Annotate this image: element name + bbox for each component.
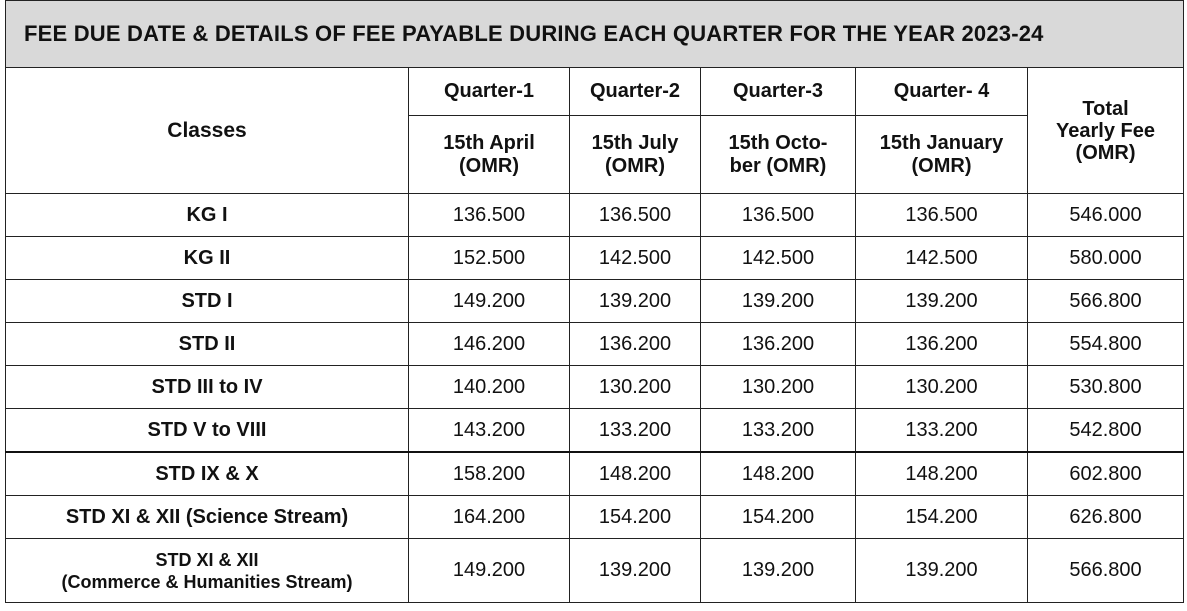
total-fee: 626.800: [1028, 496, 1184, 539]
due-date-unit: (OMR): [459, 154, 519, 177]
q3-fee: 139.200: [701, 280, 856, 323]
q3-fee: 148.200: [701, 452, 856, 496]
total-header-line1: Total: [1082, 97, 1129, 120]
total-fee: 566.800: [1028, 280, 1184, 323]
quarter-2-due-date: [570, 116, 701, 194]
total-header-line3: (OMR): [1075, 141, 1136, 164]
class-name: STD XI & XII (Science Stream): [6, 496, 409, 539]
q2-fee: 133.200: [570, 409, 701, 453]
quarter-3-header: Quarter-3: [701, 68, 856, 116]
due-date-line: 15th January: [879, 131, 1004, 154]
q4-fee: 154.200: [856, 496, 1028, 539]
total-fee: 602.800: [1028, 452, 1184, 496]
q1-fee: 149.200: [409, 539, 570, 603]
q2-fee: 136.500: [570, 194, 701, 237]
due-date-line: 15th July: [591, 131, 679, 154]
class-name: STD V to VIII: [6, 409, 409, 453]
q1-fee: 158.200: [409, 452, 570, 496]
due-date-unit: ber (OMR): [729, 154, 827, 177]
classes-header: Classes: [6, 68, 409, 194]
fee-table-container: [5, 0, 1183, 603]
quarter-3-due-date: [701, 116, 856, 194]
q4-fee: 133.200: [856, 409, 1028, 453]
q4-fee: 139.200: [856, 280, 1028, 323]
q4-fee: 130.200: [856, 366, 1028, 409]
total-fee: 542.800: [1028, 409, 1184, 453]
q3-fee: 130.200: [701, 366, 856, 409]
table-row: [6, 452, 1184, 496]
due-date-line: 15th April: [443, 131, 535, 154]
due-date-unit: (OMR): [911, 154, 972, 177]
class-name: STD I: [6, 280, 409, 323]
total-header-line2: Yearly Fee: [1056, 119, 1155, 142]
q4-fee: 136.500: [856, 194, 1028, 237]
class-name: STD II: [6, 323, 409, 366]
table-row: [6, 280, 1184, 323]
q2-fee: 130.200: [570, 366, 701, 409]
table-row: [6, 194, 1184, 237]
table-row: [6, 237, 1184, 280]
class-name: KG I: [6, 194, 409, 237]
quarter-2-header: Quarter-2: [570, 68, 701, 116]
quarter-4-due-date: [856, 116, 1028, 194]
table-row: [6, 539, 1184, 603]
total-fee: 554.800: [1028, 323, 1184, 366]
q2-fee: 139.200: [570, 280, 701, 323]
q1-fee: 136.500: [409, 194, 570, 237]
q3-fee: 133.200: [701, 409, 856, 453]
class-name-line1: STD XI & XII: [155, 549, 259, 570]
q1-fee: 164.200: [409, 496, 570, 539]
fee-table: [5, 0, 1184, 603]
q2-fee: 154.200: [570, 496, 701, 539]
class-name-line2: (Commerce & Humanities Stream): [61, 571, 353, 592]
class-name: KG II: [6, 237, 409, 280]
total-fee: 530.800: [1028, 366, 1184, 409]
total-yearly-fee-header: [1028, 68, 1184, 194]
q3-fee: 139.200: [701, 539, 856, 603]
q3-fee: 154.200: [701, 496, 856, 539]
q2-fee: 139.200: [570, 539, 701, 603]
total-fee: 580.000: [1028, 237, 1184, 280]
total-fee: 566.800: [1028, 539, 1184, 603]
table-row: [6, 496, 1184, 539]
q1-fee: 146.200: [409, 323, 570, 366]
q1-fee: 152.500: [409, 237, 570, 280]
total-fee: 546.000: [1028, 194, 1184, 237]
class-name: STD IX & X: [6, 452, 409, 496]
due-date-unit: (OMR): [605, 154, 665, 177]
q3-fee: 142.500: [701, 237, 856, 280]
quarter-4-header: Quarter- 4: [856, 68, 1028, 116]
due-date-line: 15th Octo-: [728, 131, 828, 154]
table-title: FEE DUE DATE & DETAILS OF FEE PAYABLE DURING EACH QUARTER FOR THE YEAR 2023-24: [6, 1, 1184, 68]
quarter-1-due-date: [409, 116, 570, 194]
q1-fee: 149.200: [409, 280, 570, 323]
q1-fee: 143.200: [409, 409, 570, 453]
q3-fee: 136.500: [701, 194, 856, 237]
table-row: [6, 366, 1184, 409]
q4-fee: 139.200: [856, 539, 1028, 603]
q4-fee: 142.500: [856, 237, 1028, 280]
q1-fee: 140.200: [409, 366, 570, 409]
q2-fee: 148.200: [570, 452, 701, 496]
q4-fee: 136.200: [856, 323, 1028, 366]
q2-fee: 142.500: [570, 237, 701, 280]
table-row: [6, 323, 1184, 366]
q3-fee: 136.200: [701, 323, 856, 366]
table-row: [6, 409, 1184, 453]
q4-fee: 148.200: [856, 452, 1028, 496]
quarter-1-header: Quarter-1: [409, 68, 570, 116]
class-name: [6, 539, 409, 603]
q2-fee: 136.200: [570, 323, 701, 366]
class-name: STD III to IV: [6, 366, 409, 409]
